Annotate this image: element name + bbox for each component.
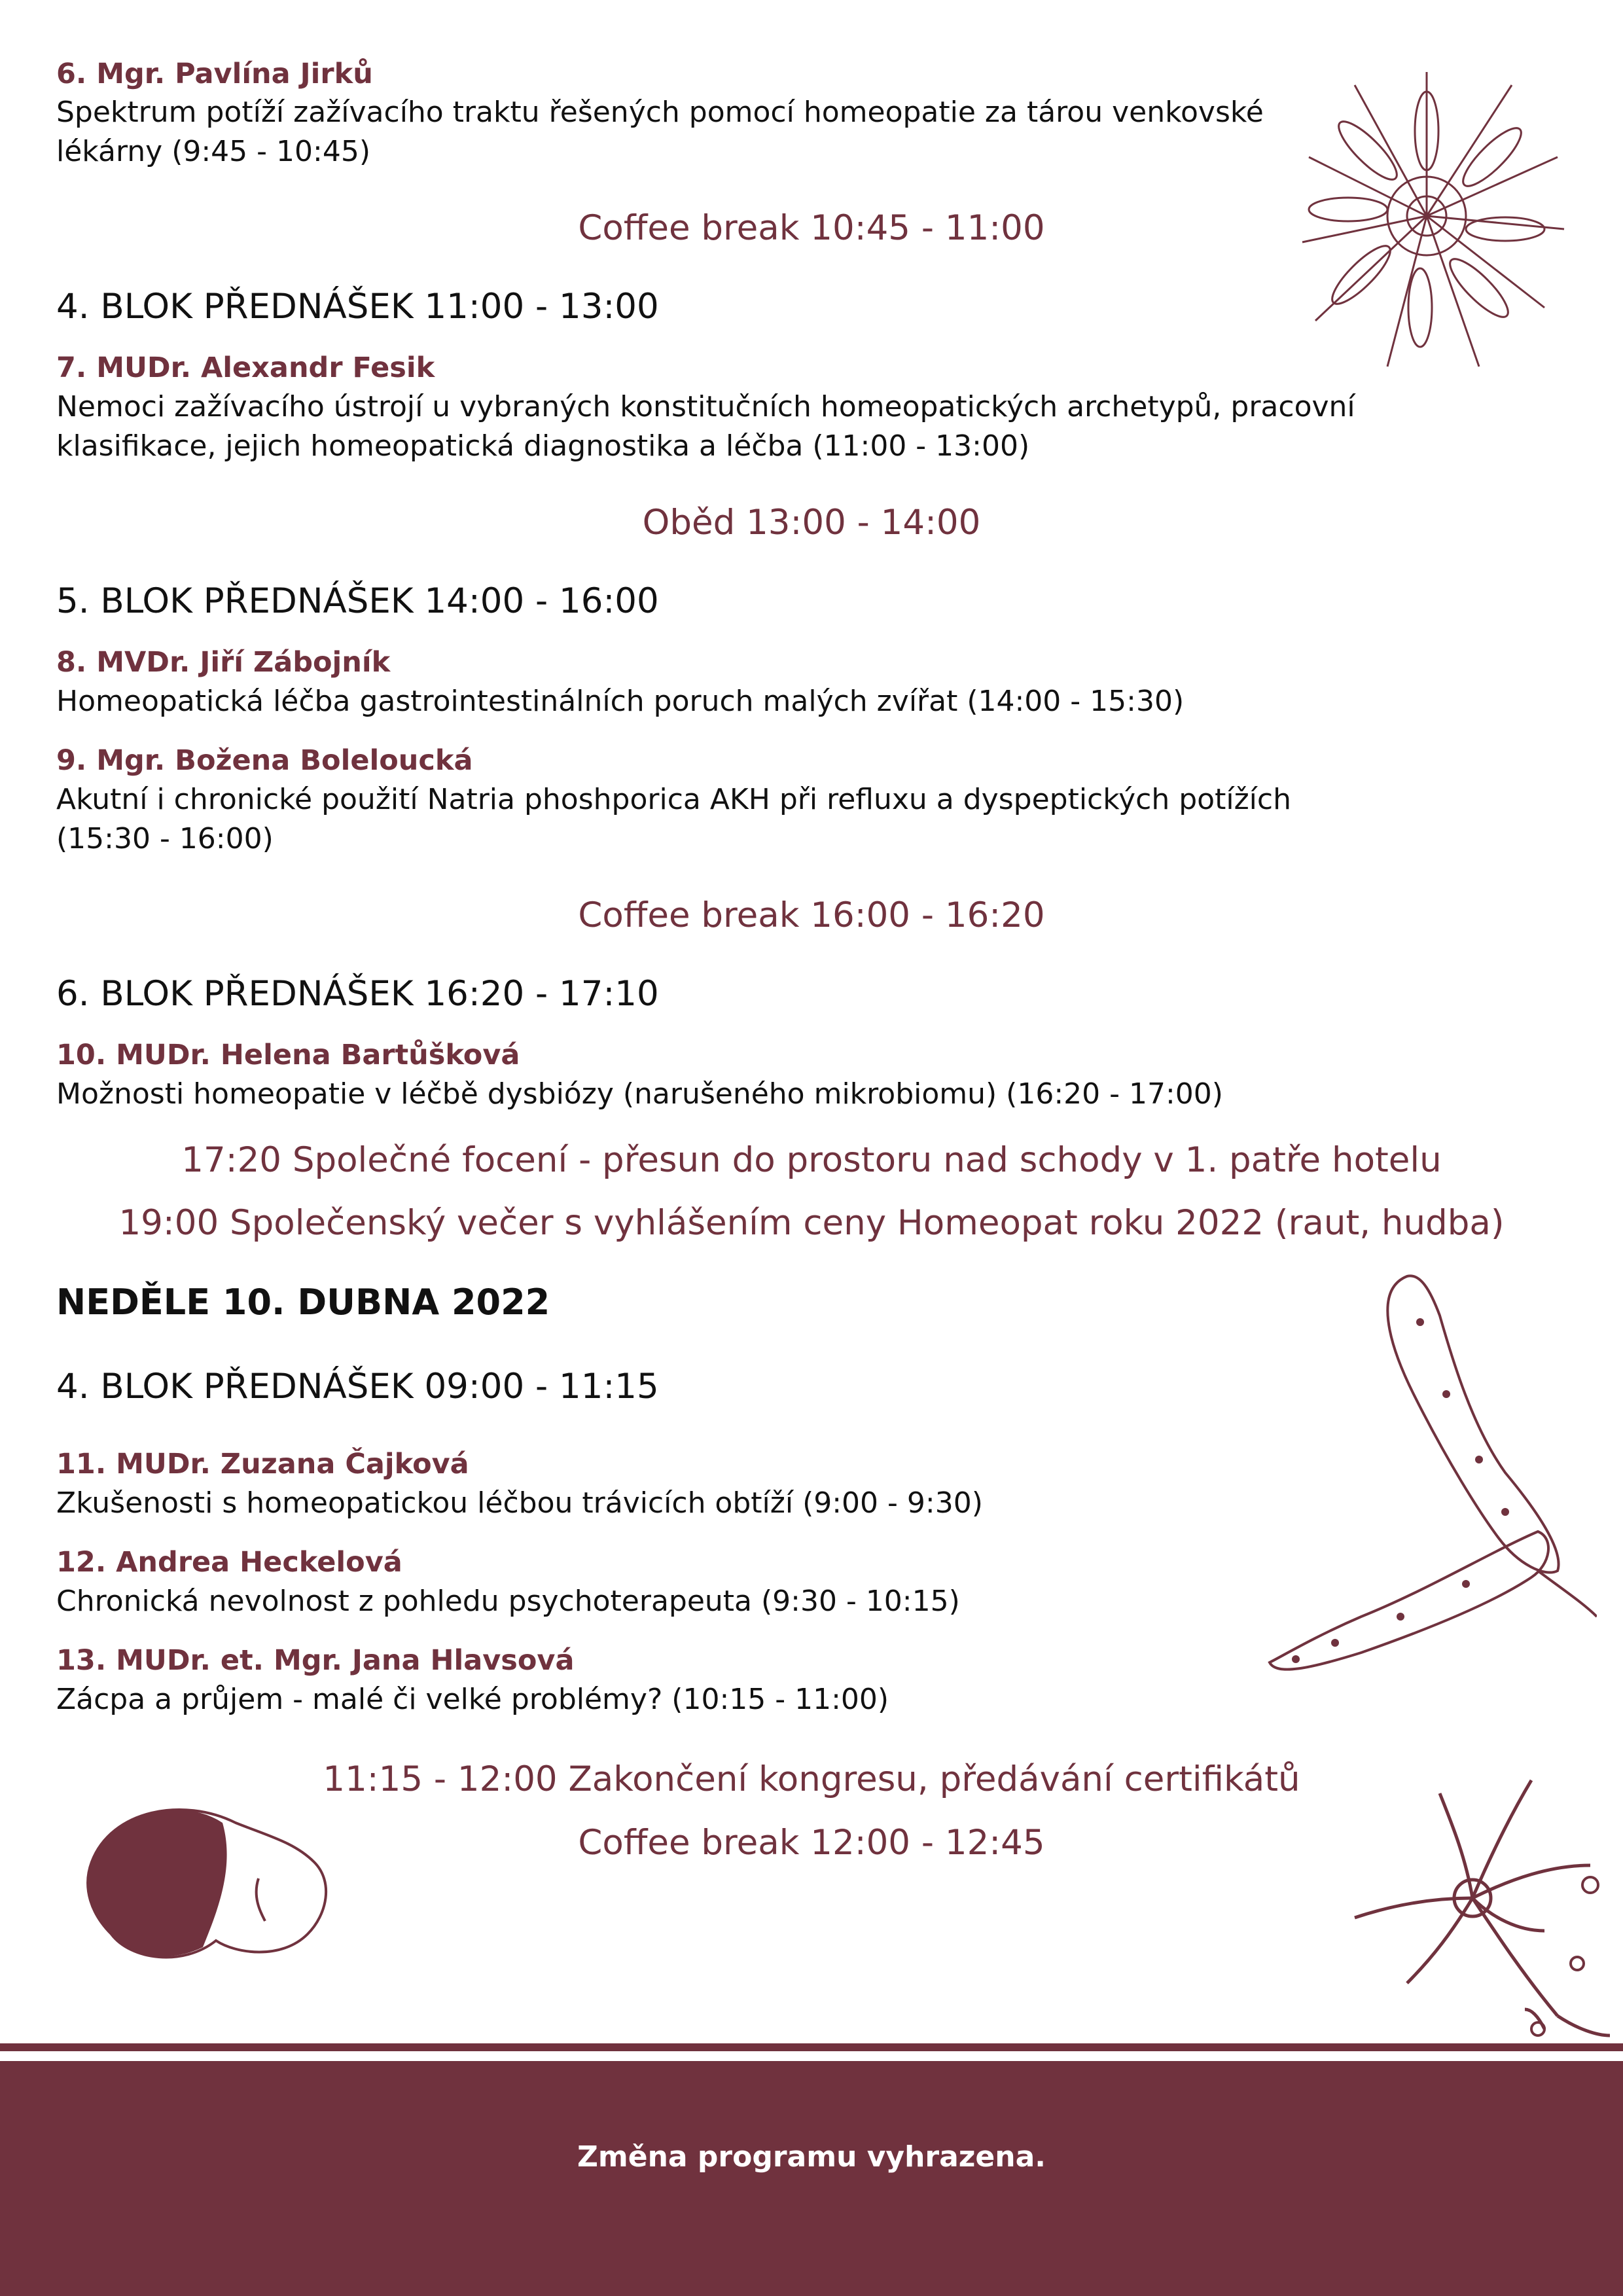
block-4-heading: 4. BLOK PŘEDNÁŠEK 11:00 - 13:00 bbox=[56, 287, 659, 327]
talk-8: Homeopatická léčba gastrointestinálních poruch malých zvířat (14:00 - 15:30) bbox=[56, 685, 1185, 718]
talk-6-line-1: Spektrum potíží zažívacího traktu řešených pomocí homeopatie za tárou venkovské bbox=[56, 96, 1264, 129]
talk-10: Možnosti homeopatie v léčbě dysbiózy (narušeného mikrobiomu) (16:20 - 17:00) bbox=[56, 1077, 1223, 1111]
seed-pod-icon bbox=[72, 1784, 347, 1980]
block-6-heading: 6. BLOK PŘEDNÁŠEK 16:20 - 17:10 bbox=[56, 974, 659, 1014]
block-5-heading: 5. BLOK PŘEDNÁŠEK 14:00 - 16:00 bbox=[56, 581, 659, 621]
social-evening-note: 19:00 Společenský večer s vyhlášením ceny Homeopat roku 2022 (raut, hudba) bbox=[118, 1203, 1505, 1243]
lunch-break: Oběd 13:00 - 14:00 bbox=[642, 503, 981, 543]
talk-7-line-1: Nemoci zažívacího ústrojí u vybraných konstitučních homeopatických archetypů, pracovní bbox=[56, 390, 1355, 423]
talk-11: Zkušenosti s homeopatickou léčbou trávicích obtíží (9:00 - 9:30) bbox=[56, 1486, 983, 1520]
sea-anemone-icon bbox=[1342, 1767, 1616, 2042]
speaker-9: 9. Mgr. Božena Boleloucká bbox=[56, 744, 473, 777]
closing-note: 11:15 - 12:00 Zakončení kongresu, předávání certifikátů bbox=[323, 1759, 1300, 1799]
coffee-break-1: Coffee break 10:45 - 11:00 bbox=[578, 208, 1045, 248]
talk-12: Chronická nevolnost z pohledu psychoterapeuta (9:30 - 10:15) bbox=[56, 1585, 960, 1618]
talk-7-line-2: klasifikace, jejich homeopatická diagnostika a léčba (11:00 - 13:00) bbox=[56, 429, 1030, 463]
speaker-10: 10. MUDr. Helena Bartůšková bbox=[56, 1039, 520, 1071]
speaker-7: 7. MUDr. Alexandr Fesik bbox=[56, 351, 435, 384]
footer-note: Změna programu vyhrazena. bbox=[577, 2140, 1046, 2174]
talk-9-line-2: (15:30 - 16:00) bbox=[56, 822, 274, 855]
speaker-13: 13. MUDr. et. Mgr. Jana Hlavsová bbox=[56, 1644, 575, 1677]
speaker-12: 12. Andrea Heckelová bbox=[56, 1546, 402, 1579]
speaker-6: 6. Mgr. Pavlína Jirků bbox=[56, 58, 373, 90]
talk-6-line-2: lékárny (9:45 - 10:45) bbox=[56, 135, 370, 168]
footer-band bbox=[0, 2061, 1623, 2296]
footer-rule bbox=[0, 2043, 1623, 2051]
group-photo-note: 17:20 Společné focení - přesun do prostoru nad schody v 1. patře hotelu bbox=[181, 1140, 1442, 1180]
coffee-break-3: Coffee break 12:00 - 12:45 bbox=[578, 1823, 1045, 1863]
talk-13: Zácpa a průjem - malé či velké problémy? (10:15 - 11:00) bbox=[56, 1683, 889, 1716]
cactus-icon bbox=[1257, 1263, 1597, 1695]
coffee-break-2: Coffee break 16:00 - 16:20 bbox=[578, 895, 1045, 935]
speaker-11: 11. MUDr. Zuzana Čajková bbox=[56, 1448, 469, 1480]
speaker-8: 8. MVDr. Jiří Zábojník bbox=[56, 646, 391, 679]
talk-9-line-1: Akutní i chronické použití Natria phoshporica AKH při refluxu a dyspeptických potížích bbox=[56, 783, 1291, 816]
day-heading: NEDĚLE 10. DUBNA 2022 bbox=[56, 1282, 550, 1323]
block-4b-heading: 4. BLOK PŘEDNÁŠEK 09:00 - 11:15 bbox=[56, 1367, 659, 1407]
